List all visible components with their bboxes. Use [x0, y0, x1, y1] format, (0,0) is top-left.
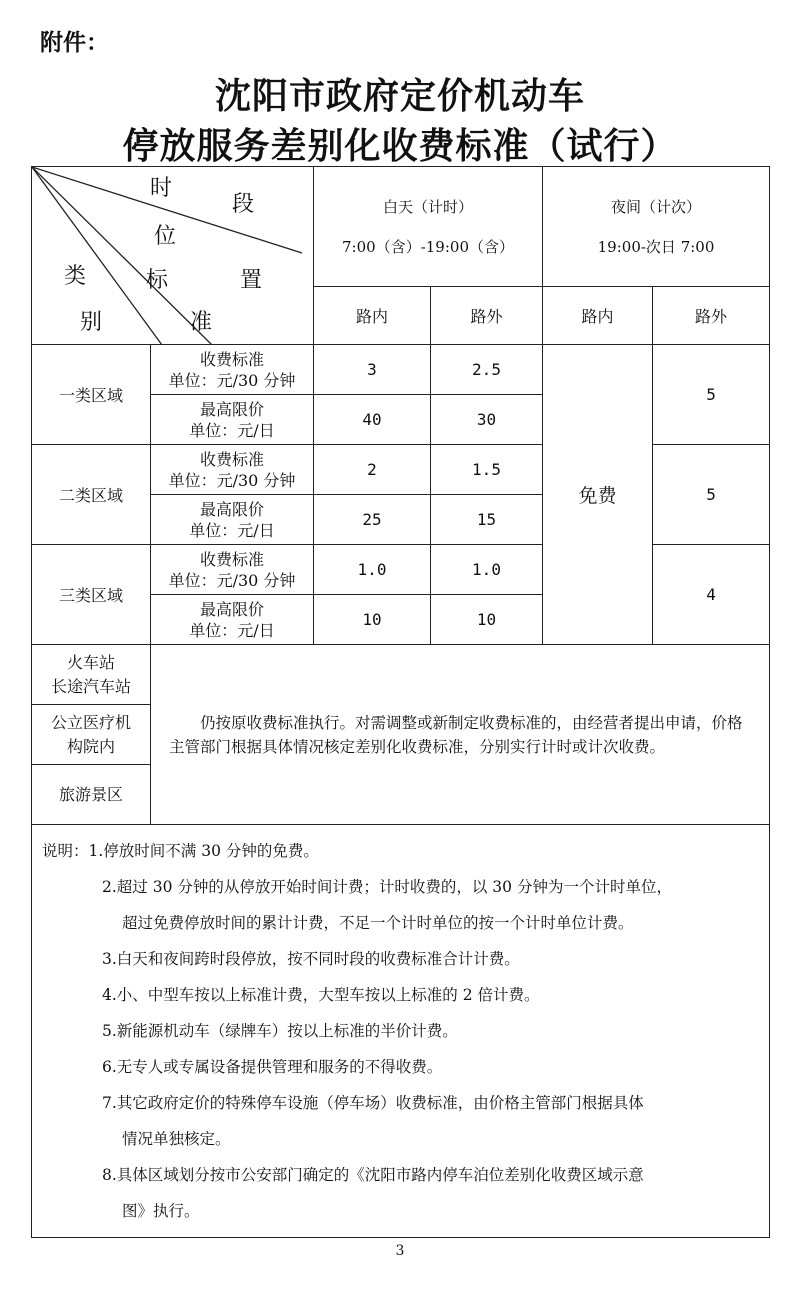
note-line: 4.小、中型车按以上标准计费，大型车按以上标准的 2 倍计费。	[102, 986, 540, 1004]
corner-char-wei: 位	[154, 224, 177, 249]
note-line: 5.新能源机动车（绿牌车）按以上标准的半价计费。	[102, 1022, 458, 1040]
day-offroad-cap: 30	[431, 395, 543, 445]
day-roadside-rate: 1.0	[314, 545, 431, 595]
fee-standard-table	[31, 166, 770, 1238]
day-offroad-cap: 15	[431, 495, 543, 545]
zone-name: 二类区域	[32, 445, 151, 545]
corner-char-shi: 时	[150, 176, 173, 201]
night-offroad-fee: 5	[653, 345, 770, 445]
night-hours: 19:00-次日 7:00	[597, 237, 715, 256]
special-location: 旅游景区	[32, 765, 151, 825]
diagonal-header-cell	[32, 167, 314, 345]
night-offroad-header: 路外	[653, 287, 770, 345]
note-line: 图》执行。	[122, 1202, 200, 1220]
corner-char-lei: 类	[64, 264, 87, 289]
day-offroad-rate: 2.5	[431, 345, 543, 395]
note-line: 说明：1.停放时间不满 30 分钟的免费。	[42, 842, 319, 860]
night-roadside-free: 免费	[543, 345, 653, 645]
day-offroad-rate: 1.0	[431, 545, 543, 595]
corner-char-duan: 段	[232, 192, 255, 217]
attachment-label: 附件：	[40, 30, 109, 56]
note-line: 8.具体区域划分按市公安部门确定的《沈阳市路内停车泊位差别化收费区域示意	[102, 1166, 644, 1184]
night-offroad-fee: 5	[653, 445, 770, 545]
cap-label: 最高限价 单位：元/日	[151, 495, 314, 545]
special-location: 公立医疗机 构院内	[32, 705, 151, 765]
day-roadside-rate: 2	[314, 445, 431, 495]
day-offroad-cap: 10	[431, 595, 543, 645]
special-location-rule: 仍按原收费标准执行。对需调整或新制定收费标准的，由经营者提出申请，价格主管部门根据具体情况核定差别化收费标准，分别实行计时或计次收费。	[151, 645, 770, 825]
daytime-header	[314, 167, 543, 287]
special-location: 火车站 长途汽车站	[32, 645, 151, 705]
note-line: 超过免费停放时间的累计计费，不足一个计时单位的按一个计时单位计费。	[122, 914, 634, 932]
corner-char-biao: 标	[146, 268, 169, 293]
day-roadside-cap: 40	[314, 395, 431, 445]
note-line: 2.超过 30 分钟的从停放开始时间计费；计时收费的，以 30 分钟为一个计时单位，	[102, 878, 672, 896]
day-offroad-header: 路外	[431, 287, 543, 345]
rate-label: 收费标准 单位：元/30 分钟	[151, 545, 314, 595]
cap-label: 最高限价 单位：元/日	[151, 595, 314, 645]
day-roadside-cap: 25	[314, 495, 431, 545]
day-roadside-header: 路内	[314, 287, 431, 345]
night-roadside-header: 路内	[543, 287, 653, 345]
zone-name: 三类区域	[32, 545, 151, 645]
day-roadside-rate: 3	[314, 345, 431, 395]
cap-label: 最高限价 单位：元/日	[151, 395, 314, 445]
document-title-line1: 沈阳市政府定价机动车	[214, 76, 585, 117]
note-line: 3.白天和夜间跨时段停放，按不同时段的收费标准合计计费。	[102, 950, 520, 968]
night-label: 夜间（计次）	[611, 197, 702, 216]
page-number: 3	[395, 1243, 405, 1259]
diagonal-lines	[32, 167, 314, 345]
day-offroad-rate: 1.5	[431, 445, 543, 495]
corner-char-bie: 别	[80, 310, 103, 335]
zone-name: 一类区域	[32, 345, 151, 445]
notes-cell	[32, 825, 770, 1238]
rate-label: 收费标准 单位：元/30 分钟	[151, 445, 314, 495]
daytime-hours: 7:00（含）-19:00（含）	[342, 237, 514, 256]
note-line: 情况单独核定。	[122, 1130, 231, 1148]
day-roadside-cap: 10	[314, 595, 431, 645]
note-line: 6.无专人或专属设备提供管理和服务的不得收费。	[102, 1058, 443, 1076]
night-header	[543, 167, 770, 287]
corner-char-zhi: 置	[240, 268, 263, 293]
document-title-line2: 停放服务差别化收费标准（试行）	[122, 126, 678, 167]
night-offroad-fee: 4	[653, 545, 770, 645]
daytime-label: 白天（计时）	[383, 197, 474, 216]
rate-label: 收费标准 单位：元/30 分钟	[151, 345, 314, 395]
corner-char-zhun: 准	[190, 310, 213, 335]
note-line: 7.其它政府定价的特殊停车设施（停车场）收费标准，由价格主管部门根据具体	[102, 1094, 644, 1112]
